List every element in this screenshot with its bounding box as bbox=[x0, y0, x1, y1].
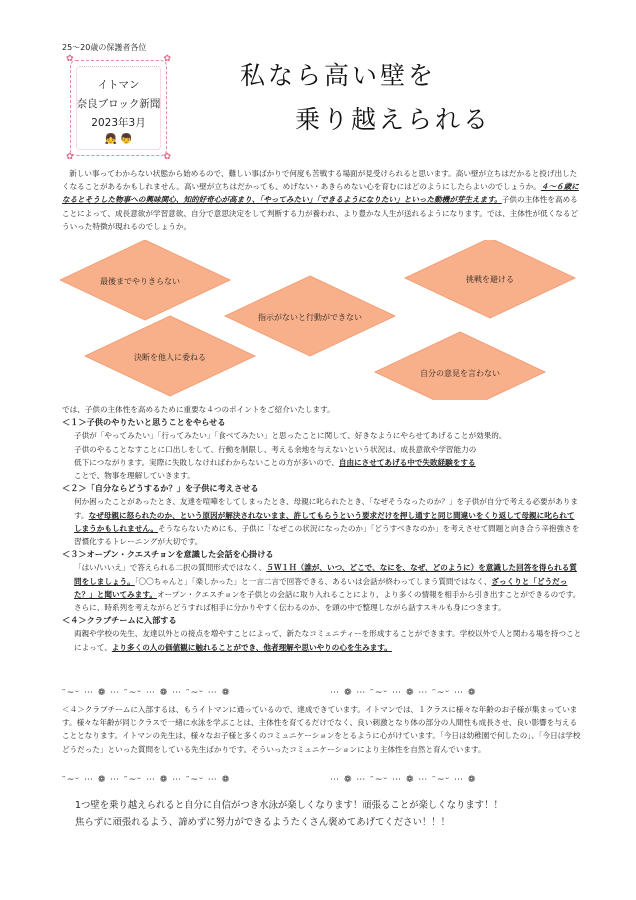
section-2-line: 考える必要があります。 bbox=[74, 497, 578, 520]
section-1-line: 子供が「やってみたい」「行ってみたい」「食べてみたい」と思ったことに関して、好きなようにやらせてあげることが効果的。 bbox=[74, 431, 507, 441]
section-3-heading: ＜３＞オープン・クエスチョンを意識した会話を心掛ける bbox=[62, 549, 274, 560]
section-2-line: 何か困ったことがあったとき、友達を喧嘩をしてしまったとき、母親に叱られたとき、「なぜそうなったのか？」を子供が自分で bbox=[74, 497, 510, 507]
section-2-emphasis: なぜ母親に怒られたのか、という原因が解決されないまま、許してもらうという要求だけを押し通すと同じ間違いをくり返して母親に叱られてしまうかもしれません。 bbox=[74, 510, 575, 533]
closing-line-1: 1つ壁を乗り越えられると自分に自信がつき水泳が楽しくなります！頑張ることが楽しくなります！！ bbox=[75, 800, 503, 811]
divider-ornament-right: ⋯ ❁ ⋯ ᵔ~ᵕ ⋯ ❁ ⋯ ᵔ~ᵕ ⋯ ❁ bbox=[330, 775, 477, 785]
badge-name: 奈良ブロック新聞 bbox=[76, 98, 161, 110]
closing-line-2: 焦らずに頑張れるよう、諦めずに努力ができるようたくさん褒めてあげてください！！！ bbox=[75, 817, 451, 828]
diamond-label: 決断を他人に委ねる bbox=[134, 353, 206, 362]
section-2-tail: そうならないためにも、子供に「なぜこの状況になったのか」「どうすべきなのか」を考えさせて問題と向き合う辛抱強さを習慣化するトレーニングが大切です。 bbox=[74, 523, 580, 547]
section-4-line: で人と関わる場を持つことによって、 bbox=[74, 629, 582, 652]
section-1-heading: ＜１＞子供のやりたいと思うことをやらせる bbox=[62, 417, 226, 428]
section-3-text: 「はい/いいえ」で答えられる二択の質問形式ではなく、 bbox=[74, 563, 267, 573]
section-2-heading: ＜２＞「自分ならどうするか？」を子供に考えさせる bbox=[62, 483, 259, 494]
title-line-2: 乗り越えられる bbox=[295, 105, 492, 134]
points-intro: では、子供の主体性を高めるために重要な４つのポイントをご紹介いたします。 bbox=[62, 405, 335, 414]
doll-ornament-icon: 👧 👦 bbox=[104, 134, 133, 145]
section-3-emphasis: ５Ｗ１Ｈ（誰が、いつ、どこで、なにを、なぜ、どのように）を意識した回答を得られる質問をしましょう。 bbox=[74, 563, 577, 586]
points-section bbox=[62, 403, 582, 654]
section-1-tail: ことで、物事を理解していきます。 bbox=[74, 471, 195, 481]
flower-icon: ✿ bbox=[66, 54, 74, 64]
divider-ornament-left: ᵔ~ᵕ ⋯ ❁ ⋯ ᵔ~ᵕ ⋯ ❁ ⋯ ᵔ~ᵕ ⋯ ❁ bbox=[62, 688, 231, 698]
section-4-body bbox=[62, 627, 582, 653]
divider-ornament-left: ᵔ~ᵕ ⋯ ❁ ⋯ ᵔ~ᵕ ⋯ ❁ ⋯ ᵔ~ᵕ ⋯ ❁ bbox=[62, 775, 231, 785]
flower-icon: ✿ bbox=[163, 54, 171, 64]
section-4-emphasis: より多くの人の価値観に触れることができ、他者理解や思いやりの心を生みます。 bbox=[111, 642, 392, 652]
section-2-body bbox=[62, 495, 582, 548]
section-3-text: オープン・クエスチョンを子供との会話に取り入れることにより、より多くの情報を相手から引き出すことができるのです。さらに、 bbox=[74, 589, 581, 613]
section-3-text: 「〇〇ちゃんと」「楽しかった」と一言二言で回答できる、あるいは会話が終わってしまう質問ではなく、 bbox=[134, 576, 492, 586]
recipient-note: 25～20歳の保護者各位 bbox=[62, 43, 147, 52]
diamond-label: 自分の意見を言わない bbox=[420, 369, 500, 378]
section-3-body bbox=[62, 561, 582, 614]
diamond-label: 最後までやりきらない bbox=[100, 277, 180, 286]
diamond-shape bbox=[375, 332, 545, 400]
section-1-line: 子供のやることなすことに口出しをして、行動を制限し、考える余地を与えないという状況は、成長意欲や学習能力の bbox=[74, 444, 477, 454]
intro-highlight: ４～６歳になるとそうした物事への興味関心、知的好奇心が高まり、「やってみたい」「できるようになりたい」といった動機が芽生えます。 bbox=[62, 182, 579, 205]
section-1-emphasis: 自由にさせてあげる中で失敗経験をする bbox=[338, 457, 476, 467]
title-line-1: 私なら高い壁を bbox=[240, 61, 437, 90]
club-paragraph: ＜４＞クラブチームに入部するは、もうイトマンに通っているので、達成できています。イトマンでは、１クラスに様々な年齢のお子様が集まっています。様々な年齢が同じクラスで一緒に水泳を学ぶことは、主体性を育てるだけでなく、良い刺激となり体の部分の人間性も成長させ、良い影響を与えることとなります。イトマンの先生は、様々なお子様と多くのコミュニケーションをとるように心がけています。「今日は幼稚園で何したの」、「今日は学校どうだった」といった質問をしている先生ばかりです。そういったコミュニケーションにより主体性を自然と育んでいます。 bbox=[62, 705, 581, 754]
flower-icon: ✿ bbox=[66, 152, 74, 162]
intro-paragraph bbox=[62, 167, 582, 233]
intro-text-1: 新しい事ってわからない状態から始めるので、難しい事ばかりで何度も苦戦する場面が見受けられると思います。高い壁が立ちはだかると投げ出したくなることがあるかもしれません。高い壁が立ちはだかっても、めげない・あきらめない心を育むにはどのようにしたらよいのでしょうか。 bbox=[62, 169, 578, 192]
diamond-label: 指示がないと行動ができない bbox=[258, 313, 362, 322]
section-1-body bbox=[62, 429, 582, 482]
newsletter-badge bbox=[66, 54, 171, 162]
section-4-heading: ＜４＞クラブチームに入部する bbox=[62, 615, 177, 626]
diamond-label: 挑戦を避ける bbox=[466, 275, 514, 284]
flower-icon: ✿ bbox=[163, 152, 171, 162]
section-3-emphasis: ざっくりと「どうだった？」と聞いてみます。 bbox=[74, 576, 568, 599]
closing-message bbox=[75, 797, 595, 831]
section-3-tail: 時系列を考えながらどうすれば相手に分かりやすく伝わるのか、を頭の中で整理しながら話すスキルも身につきます。 bbox=[104, 603, 506, 613]
divider-ornament-right: ⋯ ❁ ⋯ ᵔ~ᵕ ⋯ ❁ ⋯ ᵔ~ᵕ ⋯ ❁ bbox=[330, 688, 477, 698]
badge-date: 2023年3月 bbox=[91, 117, 146, 129]
section-1-line: 低下につながります。実際に失敗しなければわからないことの方が多いので、 bbox=[74, 457, 339, 467]
badge-org: イトマン bbox=[97, 79, 140, 91]
intro-text-2: 子供の主体性を高めることによって、成長意欲が学習意欲、自分で意思決定をして判断する力が養われ、より豊かな人生が送れるようになります。では、主体性が低くなるどういった特徴が現れるのでしょうか。 bbox=[62, 195, 579, 231]
section-4-line: 両親や学校の先生、友達以外との接点を増やすことによって、新たなコミュニティーを形成することができます。学校以外 bbox=[74, 629, 491, 639]
